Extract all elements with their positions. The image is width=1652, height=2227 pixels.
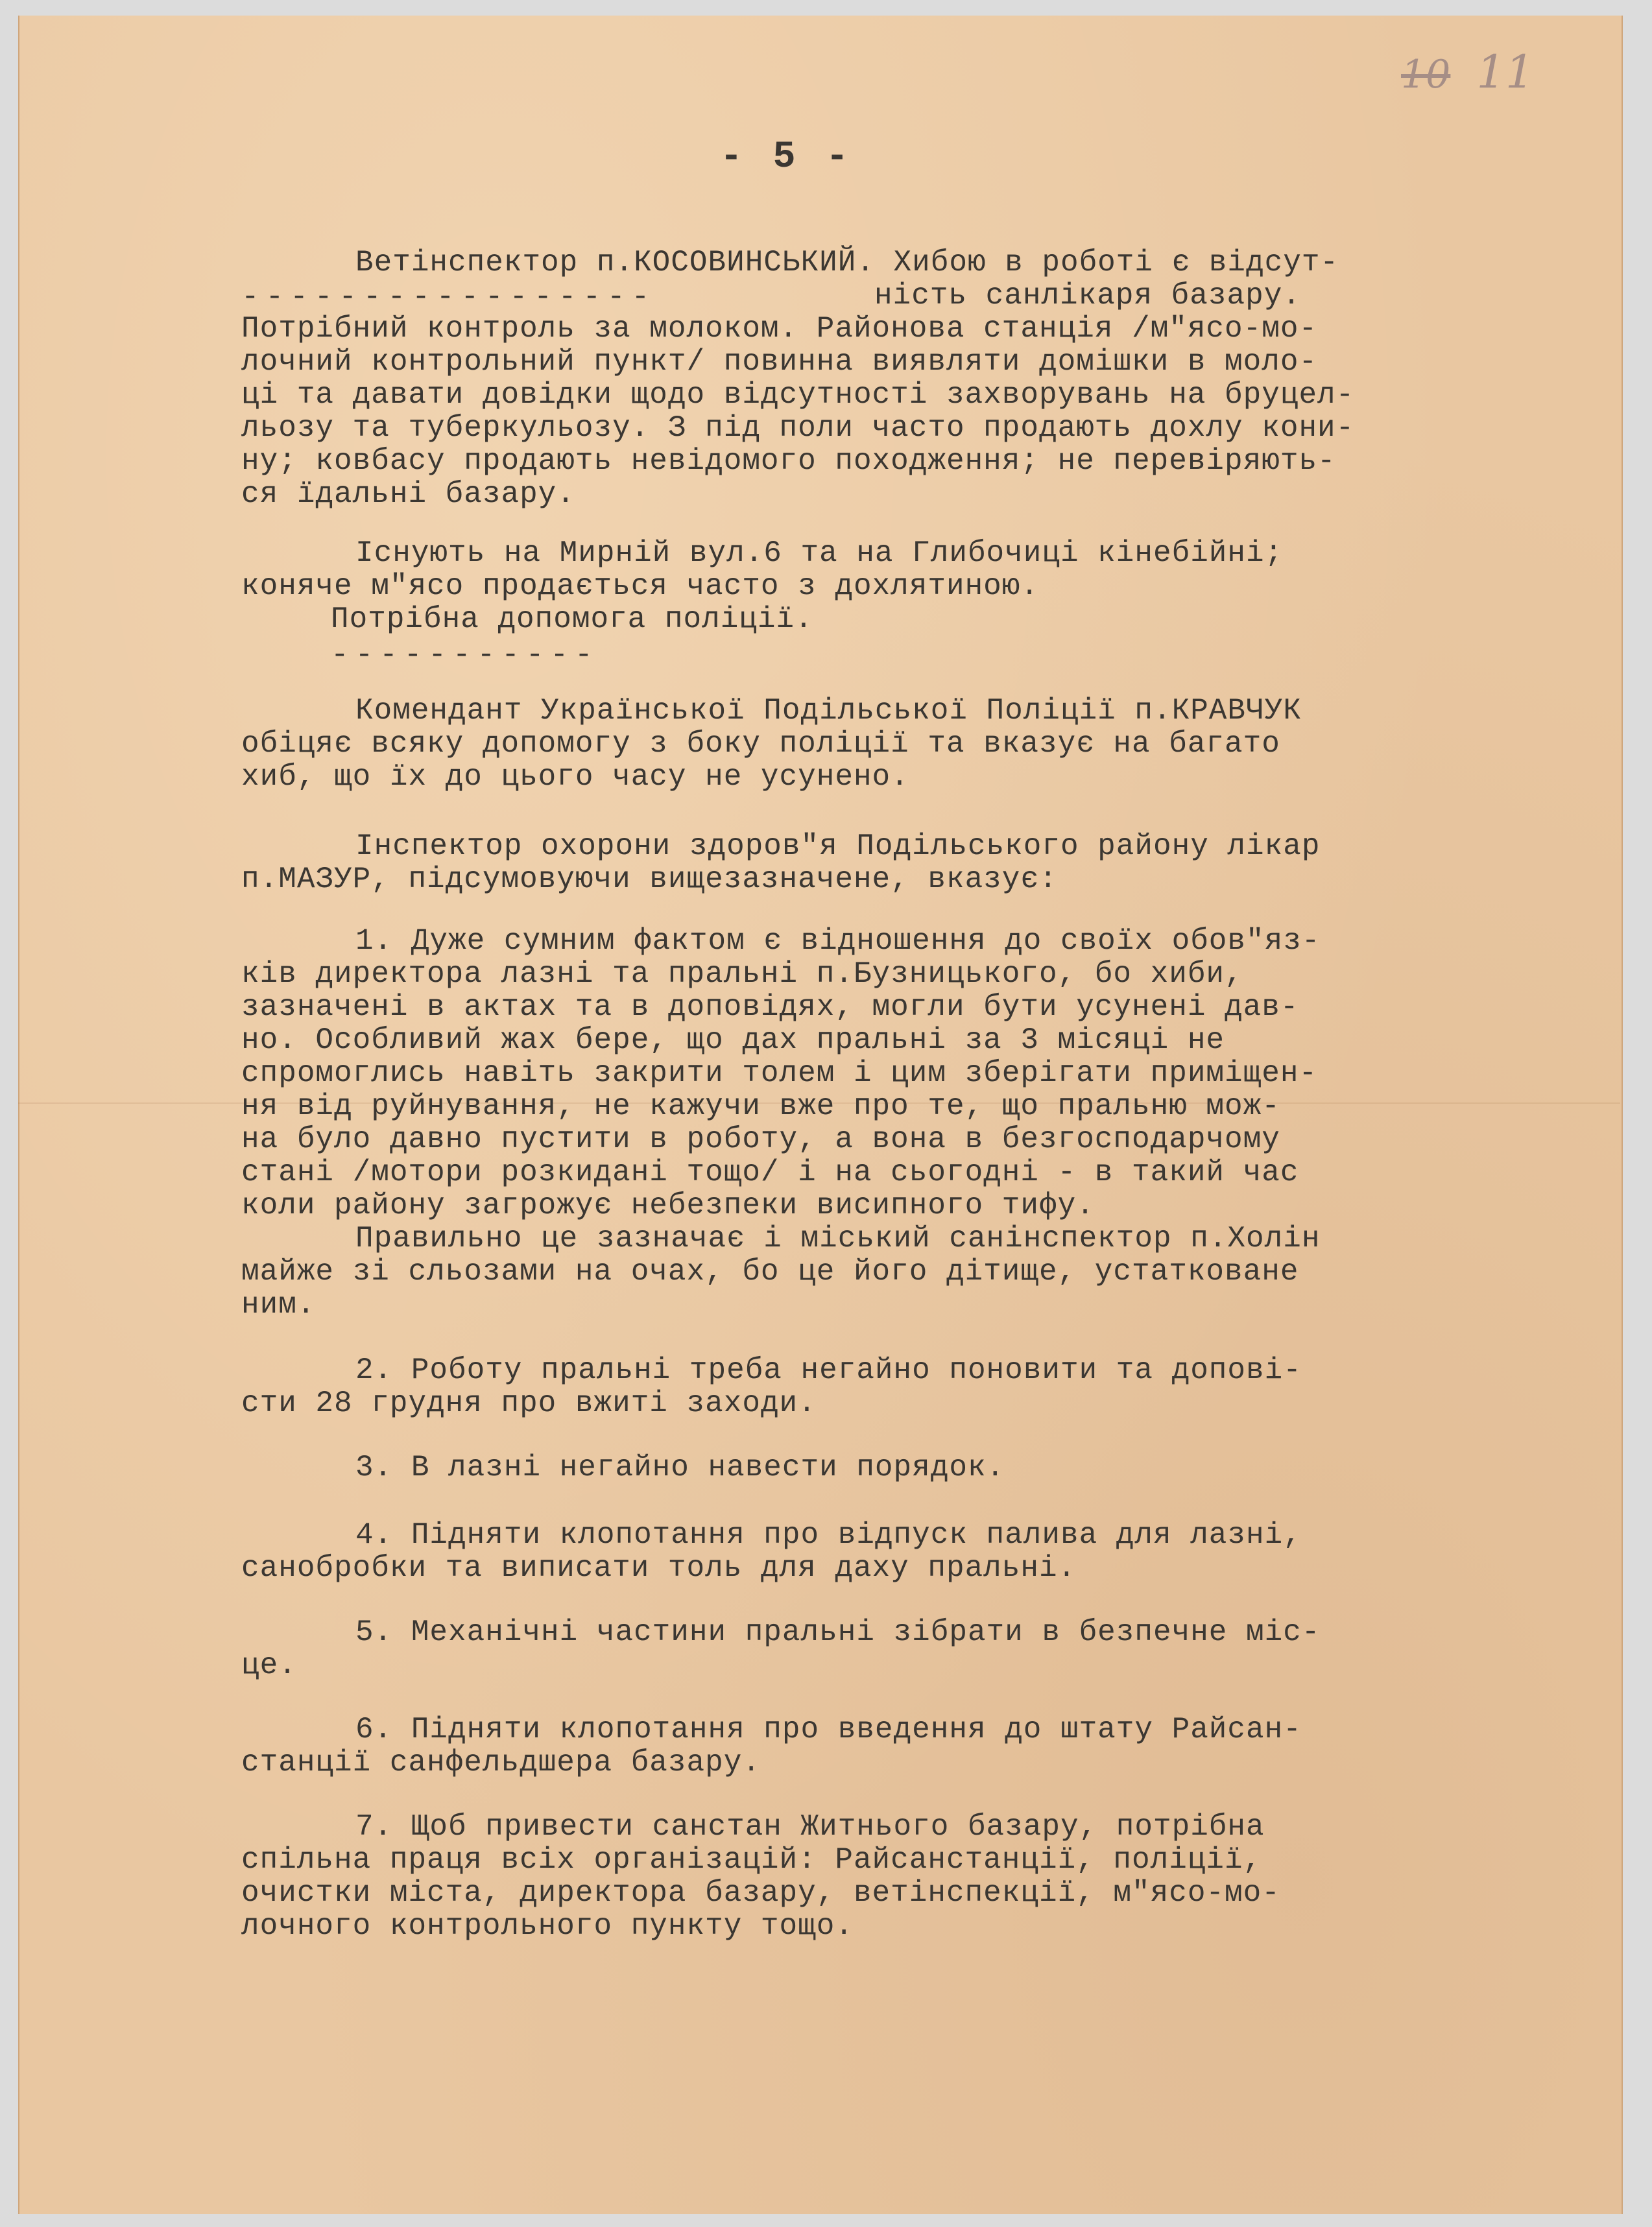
- text-line: 3. В лазні негайно навести порядок.: [355, 1451, 1005, 1484]
- text-line: но. Особливий жах бере, що дах пральні за 3 місяці не: [241, 1023, 1225, 1057]
- text-line: хиб, що їх до цього часу не усунено.: [241, 760, 909, 794]
- archive-page-mark: [1401, 45, 1534, 99]
- text-line: 1. Дуже сумним фактом є відношення до своїх обов"яз-: [355, 924, 1321, 958]
- text-line: станції санфельдшера базару.: [241, 1746, 761, 1780]
- text-line: ці та давати довідки щодо відсутності захворувань на бруцел-: [241, 378, 1355, 412]
- text-line: стані /мотори розкидані тощо/ і на сьогодні - в такий час: [241, 1156, 1299, 1189]
- text-line: на було давно пустити в роботу, а вона в безгосподарчому: [241, 1123, 1280, 1156]
- text-line: ність санлікаря базару.: [874, 279, 1301, 313]
- text-line: Ветінспектор п.КОСОВИНСЬКИЙ. Хибою в роботі є відсут-: [355, 246, 1339, 280]
- text-line: спромоглись навіть закрити толем і цим зберігати приміщен-: [241, 1056, 1318, 1090]
- text-line: Комендант Української Подільської Поліції п.КРАВЧУК: [355, 694, 1302, 728]
- text-line: 2. Роботу пральні треба негайно поновити та доповi-: [355, 1353, 1302, 1387]
- text-line: це.: [241, 1649, 297, 1682]
- archive-mark-struck: 10: [1401, 52, 1451, 97]
- text-line: санобробки та виписати толь для даху пральні.: [241, 1551, 1077, 1585]
- text-line: коли району загрожує небезпеки висипного тифу.: [241, 1189, 1095, 1222]
- text-line: ків директора лазні та пральні п.Бузницького, бо хиби,: [241, 957, 1243, 991]
- text-line: Правильно це зазначає і міський санінспектор п.Холін: [355, 1222, 1321, 1256]
- text-line: спільна праця всіх організацій: Райсанстанції, поліції,: [241, 1843, 1262, 1877]
- text-line: лочного контрольного пункту тощо.: [241, 1909, 854, 1943]
- dash-underline: -----------: [331, 638, 599, 672]
- text-line: Потрібна допомога поліції.: [331, 602, 813, 636]
- text-line: майже зі сльозами на очах, бо це його дітище, устатковане: [241, 1255, 1299, 1289]
- text-line: ну; ковбасу продають невідомого походження; не перевіряють-: [241, 444, 1336, 478]
- page-number: - 5 -: [720, 136, 853, 178]
- text-line: п.МАЗУР, підсумовуючи вищезазначене, вказує:: [241, 863, 1058, 896]
- text-line: обіцяє всяку допомогу з боку поліції та вказує на багато: [241, 727, 1280, 761]
- text-line: ня від руйнування, не кажучи вже про те, що пральню мож-: [241, 1090, 1280, 1123]
- text-line: коняче м"ясо продається часто з дохлятиною.: [241, 569, 1039, 603]
- text-line: очистки міста, директора базару, ветінспекції, м"ясо-мо-: [241, 1876, 1280, 1910]
- text-line: ним.: [241, 1288, 316, 1322]
- text-line: Потрібний контроль за молоком. Районова станція /м"ясо-мо-: [241, 312, 1318, 346]
- text-line: 6. Підняти клопотання про введення до штату Райсан-: [355, 1713, 1302, 1746]
- text-line: 5. Механічні частини пральні зібрати в безпечне міс-: [355, 1615, 1321, 1649]
- text-line: ся їдальні базару.: [241, 477, 575, 511]
- text-line: 7. Щоб привести санстан Житнього базару, потрібна: [355, 1810, 1265, 1844]
- text-line: зазначені в актах та в доповідях, могли бути усунені дав-: [241, 990, 1299, 1024]
- text-line: Існують на Мирній вул.6 та на Глибочиці кінебійні;: [355, 536, 1284, 570]
- text-line: 4. Підняти клопотання про відпуск палива для лазні,: [355, 1518, 1302, 1552]
- text-line: льозу та туберкульозу. З під поли часто продають дохлу кони-: [241, 411, 1355, 445]
- text-line: сти 28 грудня про вжиті заходи.: [241, 1387, 817, 1420]
- dash-underline: -----------------: [241, 280, 656, 314]
- text-line: Інспектор охорони здоров"я Подільського району лікар: [355, 829, 1321, 863]
- archive-mark-current: 11: [1476, 45, 1535, 99]
- text-line: лочний контрольний пункт/ повинна виявляти домішки в моло-: [241, 345, 1318, 379]
